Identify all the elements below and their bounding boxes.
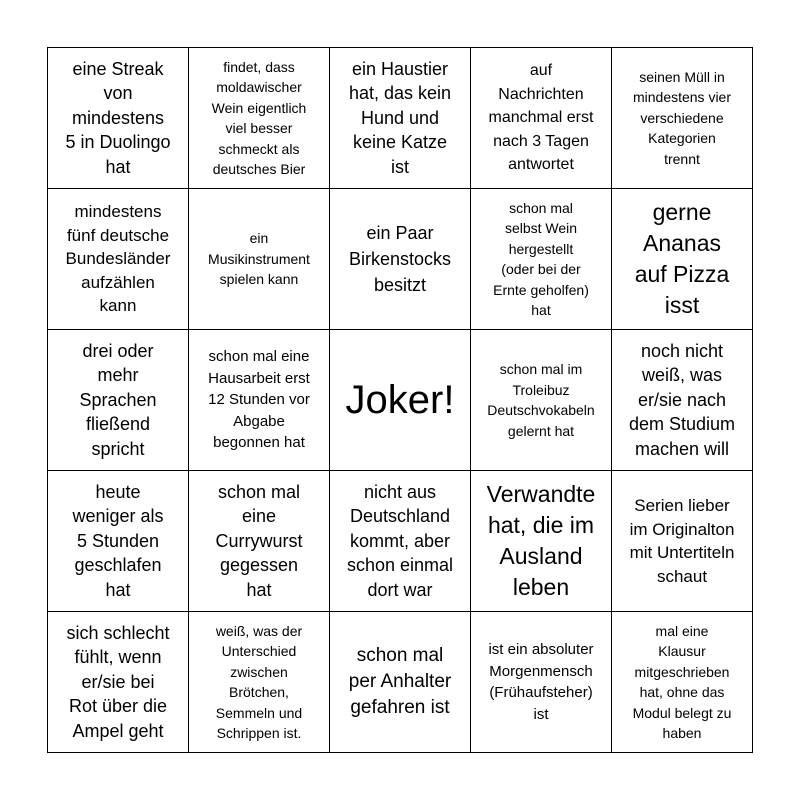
bingo-cell-r3c5[interactable] [612, 330, 753, 471]
bingo-cell-text: Serien lieber im Originalton mit Untertiteln schaut [629, 496, 735, 586]
joker-free-space: Joker! [345, 378, 455, 422]
bingo-cell-text: nicht aus Deutschland kommt, aber schon einmal dort war [346, 481, 454, 600]
bingo-cell-r4c1[interactable] [48, 471, 189, 612]
bingo-cell-r2c5[interactable] [612, 189, 753, 330]
bingo-cell-text: mindestens fünf deutsche Bundesländer aufzählen kann [65, 202, 171, 316]
bingo-cell-r3c4[interactable] [471, 330, 612, 471]
bingo-cell-text: weiß, was der Unterschied zwischen Brötchen, Semmeln und Schrippen ist. [215, 622, 303, 741]
bingo-cell-text: gerne Ananas auf Pizza isst [634, 199, 730, 318]
bingo-cell-r5c4[interactable] [471, 612, 612, 753]
bingo-cell-text: seinen Müll in mindestens vier verschiedene Kategorien trennt [632, 68, 732, 167]
bingo-cell-r4c3[interactable] [330, 471, 471, 612]
bingo-cell-r5c2[interactable] [189, 612, 330, 753]
bingo-cell-text: schon mal per Anhalter gefahren ist [348, 645, 452, 718]
bingo-cell-text: ein Haustier hat, das kein Hund und keine Katze ist [348, 58, 452, 177]
bingo-cell-text: auf Nachrichten manchmal erst nach 3 Tagen antwortet [488, 62, 594, 174]
bingo-cell-r3c1[interactable] [48, 330, 189, 471]
bingo-cell-r4c5[interactable] [612, 471, 753, 612]
bingo-cell-r2c3[interactable] [330, 189, 471, 330]
bingo-cell-text: ist ein absoluter Morgenmensch (Frühaufsteher) ist [488, 641, 594, 723]
bingo-cell-text: schon mal eine Currywurst gegessen hat [215, 481, 303, 600]
bingo-cell-text: findet, dass moldawischer Wein eigentlich viel besser schmeckt als deutsches Bier [211, 58, 307, 177]
bingo-cell-text: heute weniger als 5 Stunden geschlafen hat [72, 481, 164, 600]
bingo-cell-r1c5[interactable] [612, 48, 753, 189]
bingo-board [47, 47, 753, 753]
bingo-cell-r1c2[interactable] [189, 48, 330, 189]
bingo-cell-text: sich schlecht fühlt, wenn er/sie bei Rot über die Ampel geht [66, 622, 170, 741]
bingo-cell-r4c4[interactable] [471, 471, 612, 612]
bingo-cell-text: Verwandte hat, die im Ausland leben [486, 481, 596, 600]
bingo-cell-r5c3[interactable] [330, 612, 471, 753]
bingo-cell-r4c2[interactable] [189, 471, 330, 612]
bingo-cell-text: schon mal im Troleibuz Deutschvokabeln gelernt hat [487, 361, 595, 439]
bingo-cell-r1c1[interactable] [48, 48, 189, 189]
bingo-cell-r1c3[interactable] [330, 48, 471, 189]
bingo-cell-r2c4[interactable] [471, 189, 612, 330]
bingo-cell-r5c1[interactable] [48, 612, 189, 753]
bingo-cell-joker[interactable] [330, 330, 471, 471]
bingo-cell-text: schon mal selbst Wein hergestellt (oder bei der Ernte geholfen) hat [493, 199, 589, 318]
bingo-cell-text: schon mal eine Hausarbeit erst 12 Stunden vor Abgabe begonnen hat [208, 348, 310, 452]
bingo-cell-r2c1[interactable] [48, 189, 189, 330]
bingo-cell-r5c5[interactable] [612, 612, 753, 753]
bingo-cell-text: ein Paar Birkenstocks besitzt [348, 223, 452, 295]
bingo-cell-text: ein Musikinstrument spielen kann [208, 230, 310, 288]
bingo-cell-text: drei oder mehr Sprachen fließend spricht [79, 340, 157, 459]
bingo-cell-text: noch nicht weiß, was er/sie nach dem Studium machen will [628, 340, 736, 459]
bingo-cell-r3c2[interactable] [189, 330, 330, 471]
bingo-cell-r2c2[interactable] [189, 189, 330, 330]
bingo-cell-r1c4[interactable] [471, 48, 612, 189]
bingo-cell-text: eine Streak von mindestens 5 in Duolingo hat [65, 58, 171, 177]
bingo-cell-text: mal eine Klausur mitgeschrieben hat, ohne das Modul belegt zu haben [632, 622, 732, 741]
